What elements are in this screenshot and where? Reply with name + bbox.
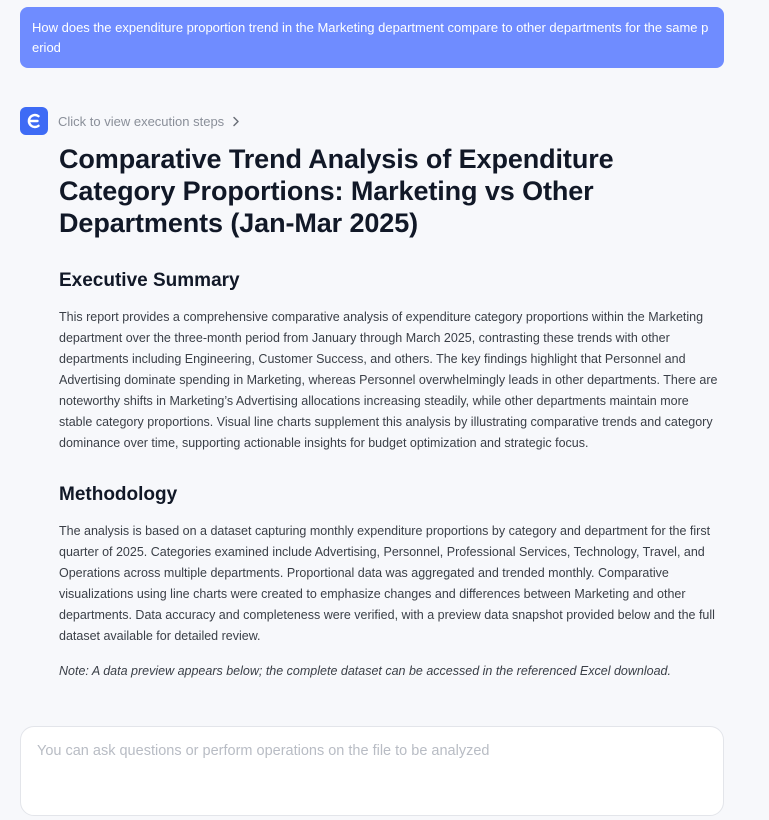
report-content: [59, 143, 724, 682]
report-title: Comparative Trend Analysis of Expenditure Category Proportions: Marketing vs Other Departments (Jan-Mar 2025): [59, 144, 614, 238]
methodology-note: Note: A data preview appears below; the complete dataset can be accessed in the referenced Excel download.: [59, 664, 671, 678]
methodology-body: The analysis is based on a dataset capturing monthly expenditure proportions by category and department for the first quarter of 2025. Categories examined include Advertising, Personnel, Professional Services, Technology, Travel, and Operations across multiple departments. Proportional data was aggregated and trended monthly. Comparative visualizations using line charts were created to emphasize changes and differences between Marketing and other departments. Data accuracy and completeness were verified, with a preview data snapshot provided below and the full dataset available for detailed review.: [59, 524, 715, 643]
e-logo-icon: [25, 112, 43, 130]
chevron-right-icon: [232, 116, 240, 127]
executive-summary-heading: Executive Summary: [59, 270, 240, 291]
user-message-text: How does the expenditure proportion trend in the Marketing department compare to other departments for the same period: [32, 20, 709, 55]
user-message-bubble: [20, 7, 724, 68]
view-execution-steps-link[interactable]: [58, 114, 240, 129]
assistant-avatar: [20, 107, 48, 135]
assistant-header: [20, 107, 240, 135]
view-execution-steps-label: Click to view execution steps: [58, 113, 225, 129]
chat-input[interactable]: [21, 727, 723, 815]
chat-input-box: [20, 726, 724, 816]
executive-summary-body: This report provides a comprehensive comparative analysis of expenditure category proportions within the Marketing department over the three-month period from January through March 2025, contrasting these trends with other departments including Engineering, Customer Success, and others. The key findings highlight that Personnel and Advertising dominate spending in Marketing, whereas Personnel overwhelmingly leads in other departments. There are noteworthy shifts in Marketing’s Advertising allocations increasing steadily, while other departments maintain more stable category proportions. Visual line charts supplement this analysis by illustrating comparative trends and category dominance over time, supporting actionable insights for budget optimization and strategic focus.: [59, 310, 718, 450]
methodology-heading: Methodology: [59, 484, 178, 505]
